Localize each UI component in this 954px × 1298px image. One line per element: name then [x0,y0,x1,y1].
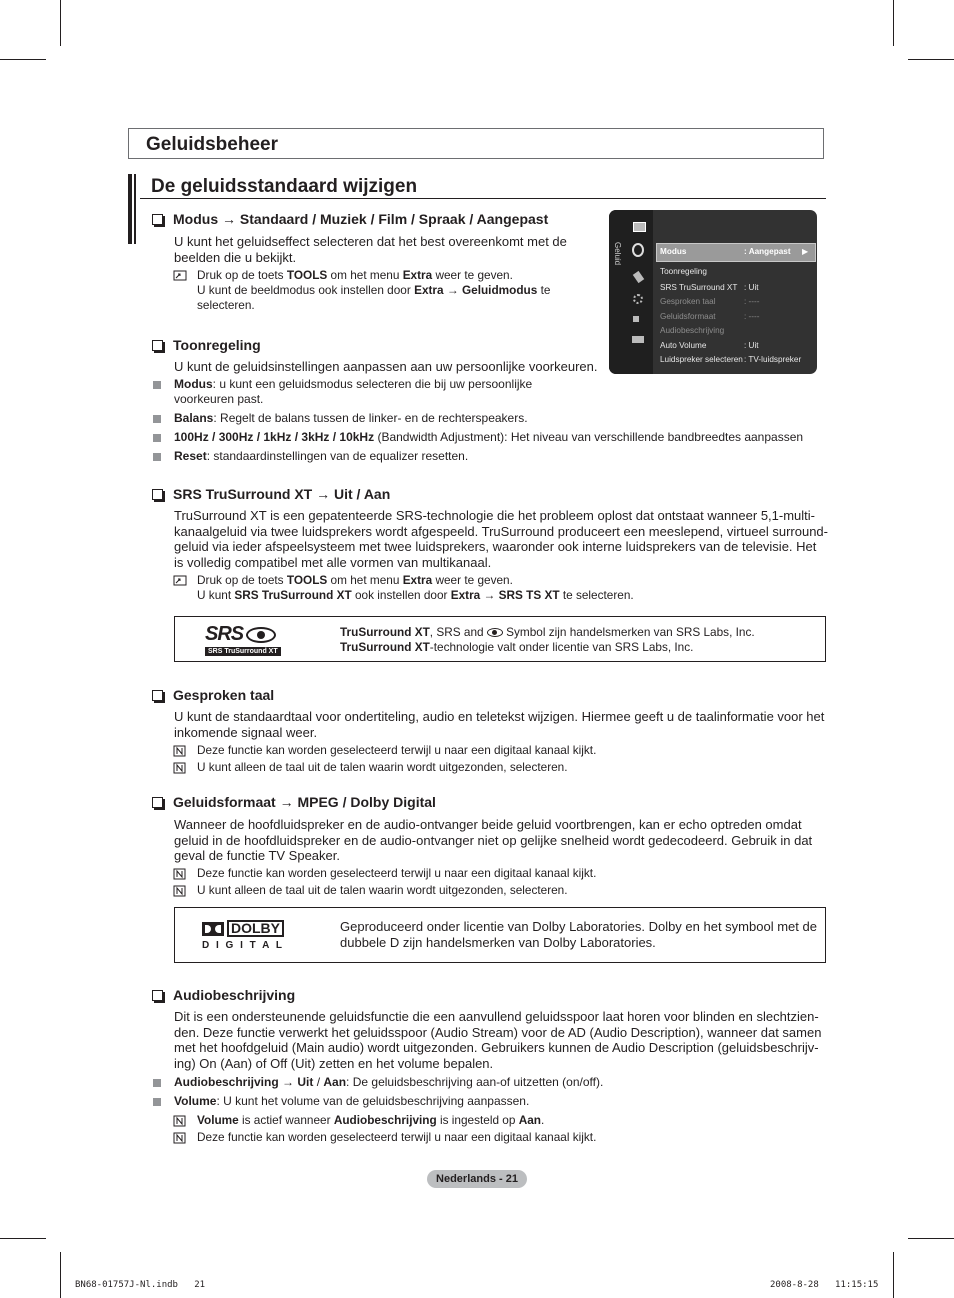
srs-circle-icon [246,627,276,643]
crop-mark [908,1238,954,1239]
modus-note: Druk op de toets TOOLS om het menu Extra weer te geven. U kunt de beeldmodus ook instellen door Extra → Geluidmodus te selecteren. [197,268,551,312]
double-d-icon [202,922,224,936]
note-icon [173,885,187,897]
audio-note: Volume is actief wanneer Audiobeschrijving is ingesteld op Aan. [197,1113,545,1127]
page-subtitle: De geluidsstandaard wijzigen [151,176,418,197]
remote-note-icon [173,270,187,282]
menu-item-label[interactable]: Luidspreker selecteren [660,355,743,364]
section-header [128,128,824,159]
menu-side-label: Geluid [613,242,622,266]
bullet-icon [153,381,161,389]
dolby-trademark-box [174,907,826,963]
bullet-icon [153,434,161,442]
audio-heading [152,987,295,1003]
crop-mark [0,1238,46,1239]
section-title: Geluidsbeheer [146,134,278,155]
checkbox-icon [152,214,163,225]
menu-item-label: Audiobeschrijving [660,326,725,335]
menu-item-label[interactable]: SRS TruSurround XT [660,283,738,292]
dolby-logo: DOLBY D I G I T A L [202,920,284,951]
checkbox-icon [152,489,163,500]
toon-heading-text: Toonregeling [173,337,261,353]
crop-mark [908,59,954,60]
srs-heading-text: SRS TruSurround XT → Uit / Aan [173,486,391,502]
sound-menu-screenshot [609,210,817,374]
audio-note: Deze functie kan worden geselecteerd terwijl u naar een digitaal kanaal kijkt. [197,1130,597,1144]
toon-bullet: Balans: Regelt de balans tussen de linker- en de rechterspeakers. [174,411,528,425]
srs-heading [152,486,390,502]
srs-note: Druk op de toets TOOLS om het menu Extra weer te geven. U kunt SRS TruSurround XT ook instellen door Extra → SRS TS XT te selecteren. [197,573,634,602]
audio-body: Dit is een ondersteunende geluidsfunctie die een aanvullend geluidsspoor laat horen voor blinden en slechtzien- den. Deze functie verwerkt het geluidsspoor (Audio Stream) voor de AD (Audio Description), wanneer dat samen met het hoofdgeluid (Main audio) wordt uitgezonden. Gebruikers kunnen de Audio Description (geluidsbeschrijv- ing) On (Aan) of Off (Uit) zetten en het volume bepalen. [174,1009,822,1071]
menu-sidebar [609,210,653,374]
formaat-body: Wanneer de hoofdluidspreker en de audio-ontvanger beide geluid voortbrengen, kan er echo optreden omdat geluid in de hoofdluidspreker en de audio-ontvanger niet op gelijke snelheid wordt gedecodeerd. Gebruik in dat geval de functie TV Speaker. [174,817,813,863]
input-icon [633,316,643,322]
print-slug-left: BN68-01757J-Nl.indb 21 [75,1280,206,1290]
toon-bullet: Modus: u kunt een geluidsmodus selecteren die bij uw persoonlijke voorkeuren past. [174,377,533,406]
menu-arrow-icon: ▶ [802,247,809,256]
checkbox-icon [152,990,163,1001]
sound-icon [632,243,644,257]
divider [140,198,826,199]
crop-mark [0,59,46,60]
formaat-heading [152,794,436,810]
modus-heading-text: Modus → Standaard / Muziek / Film / Spraak / Aangepast [173,211,549,227]
crop-mark [60,1252,61,1298]
audio-heading-text: Audiobeschrijving [173,987,296,1003]
bullet-icon [153,1079,161,1087]
bullet-icon [153,1098,161,1106]
srs-body: TruSurround XT is een gepatenteerde SRS-technologie die het probleem oplost dat ontstaat wanneer 5,1-multi- kanaalgeluid via twee luidsprekers wordt afgespeeld. TruSurround produceert een meeslepend, virtueel surround- geluid via ieder afspeelsysteem met twee luidsprekers, waaronder ook interne luidsprekers van de televisie. Het is volledig compatibel met alle vormen van multikanaal. [174,508,828,570]
formaat-note: Deze functie kan worden geselecteerd terwijl u naar een digitaal kanaal kijkt. [197,866,597,880]
menu-item-label: Geluidsformaat [660,312,716,321]
taal-note: Deze functie kan worden geselecteerd terwijl u naar een digitaal kanaal kijkt. [197,743,597,757]
note-icon [173,1115,187,1127]
menu-item-value: : Aangepast [744,247,791,256]
audio-bullet: Audiobeschrijving → Uit / Aan: De geluidsbeschrijving aan-of uitzetten (on/off). [174,1075,604,1089]
crop-mark [893,0,894,46]
bullet-icon [153,453,161,461]
menu-item-value: : Uit [744,283,759,292]
dolby-trademark-text: Geproduceerd onder licentie van Dolby Laboratories. Dolby en het symbool met de dubbele D zijn handelsmerken van Dolby Laboratories. [340,919,817,950]
menu-item-label: Gesproken taal [660,297,716,306]
srs-trademark-text: TruSurround XT, SRS and Symbol zijn handelsmerken van SRS Labs, Inc. TruSurround XT-technologie valt onder licentie van SRS Labs, Inc. [340,625,755,654]
modus-heading [152,211,548,227]
note-icon [173,745,187,757]
srs-symbol-icon [487,628,503,637]
remote-note-icon [173,575,187,587]
formaat-heading-text: Geluidsformaat → MPEG / Dolby Digital [173,794,436,810]
application-icon [632,336,644,343]
srs-logo: SRS SRS TruSurround XT [205,623,281,656]
channel-icon [633,271,644,283]
taal-heading [152,687,274,703]
srs-logo-sub: SRS TruSurround XT [205,647,281,656]
taal-heading-text: Gesproken taal [173,687,275,703]
modus-body-line: U kunt het geluidseffect selecteren dat het best overeenkomt met de [174,234,567,249]
picture-icon [633,222,646,232]
note-icon [173,1132,187,1144]
menu-item-label[interactable]: Modus [660,247,687,256]
srs-trademark-box [174,616,826,662]
modus-body [174,234,567,265]
menu-item-value: : TV-luidspreker [744,355,802,364]
toon-bullet: 100Hz / 300Hz / 1kHz / 3kHz / 10kHz (Bandwidth Adjustment): Het niveau van verschillende bandbreedtes aanpassen [174,430,804,444]
bullet-icon [153,415,161,423]
subtitle-bar [134,174,136,244]
crop-mark [60,0,61,46]
gear-icon [633,294,643,304]
checkbox-icon [152,690,163,701]
taal-body: U kunt de standaardtaal voor ondertiteling, audio en teletekst wijzigen. Hiermee geeft u de taalinformatie voor het inkomende signaal weer. [174,709,825,740]
menu-item-value: : ---- [744,297,760,306]
menu-item-label[interactable]: Auto Volume [660,341,707,350]
modus-body-line: beelden die u bekijkt. [174,249,297,265]
menu-item-value: : ---- [744,312,760,321]
formaat-note: U kunt alleen de taal uit de talen waarin wordt uitgezonden, selecteren. [197,883,568,897]
note-icon [173,868,187,880]
menu-item-label[interactable]: Toonregeling [660,267,707,276]
note-icon [173,762,187,774]
toon-heading [152,337,261,353]
taal-note: U kunt alleen de taal uit de talen waarin wordt uitgezonden, selecteren. [197,760,568,774]
checkbox-icon [152,797,163,808]
toon-bullet: Reset: standaardinstellingen van de equalizer resetten. [174,449,469,463]
checkbox-icon [152,340,163,351]
toon-body: U kunt de geluidsinstellingen aanpassen aan uw persoonlijke voorkeuren. [174,359,598,374]
page-number: Nederlands - 21 [427,1170,527,1188]
menu-item-value: : Uit [744,341,759,350]
crop-mark [893,1252,894,1298]
subtitle-bar [128,174,132,244]
audio-bullet: Volume: U kunt het volume van de geluidsbeschrijving aanpassen. [174,1094,530,1108]
print-slug-right: 2008-8-28 11:15:15 [770,1280,879,1290]
